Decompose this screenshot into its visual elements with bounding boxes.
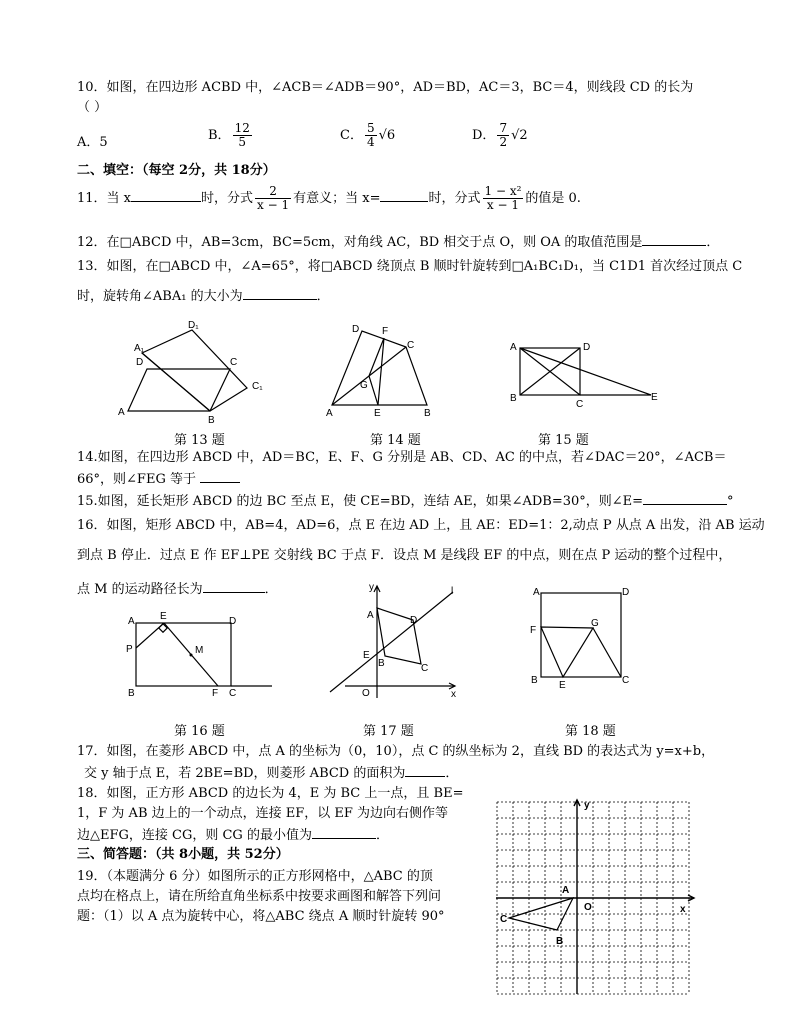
fig15-label-c: C xyxy=(576,399,584,410)
q18-line1: 18．如图，正方形 ABCD 的边长为 4，E 为 BC 上一点，且 BE= xyxy=(77,786,464,801)
fig16-label-b: B xyxy=(128,688,135,699)
fig19-label-b: B xyxy=(556,936,564,947)
fig15-label-e: E xyxy=(651,392,658,403)
q16-line2: 到点 B 停止．过点 E 作 EF⊥PE 交射线 BC 于点 F．设点 M 是线段 EF 的中点，则在点 P 运动的整个过程中， xyxy=(77,548,732,563)
fig13-label-c1: C₁ xyxy=(252,381,263,392)
fig13-diagonal xyxy=(142,353,210,411)
fig18-cg xyxy=(593,628,621,677)
q17-line2: 交 y 轴于点 E，若 2BE=BD，则菱形 ABCD 的面积为 ． xyxy=(84,766,459,781)
q10-option-d: D． $\frac{7}{2}$ √2 xyxy=(472,121,528,149)
fig14-label-d: D xyxy=(352,324,360,335)
q11: 11．当 x 时，分式 $\frac{2}{x - 1}$ 有意义；当 x= 时，分式 $\frac{\text{1 − x²}}{x - 1}$ 的值是 0. xyxy=(77,184,581,212)
q16-line3: 点 M 的运动路径长为 ． xyxy=(77,582,278,597)
fig18-label-g: G xyxy=(591,618,599,629)
fig14-label-e: E xyxy=(374,408,381,419)
q19-line1: 19．（本题满分 6 分）如图所示的正方形网格中，△ABC 的顶 xyxy=(77,869,433,884)
fig15-label-a: A xyxy=(510,342,517,353)
fig16-label-f: F xyxy=(212,688,219,699)
fig18-label-c: C xyxy=(622,675,630,686)
fig14-label-a: A xyxy=(326,408,333,419)
fig17-label-e: E xyxy=(363,650,370,661)
fig17-label-a: A xyxy=(367,610,374,621)
figure-13 xyxy=(112,315,282,427)
q13-line1: 13．如图，在□ABCD 中，∠A=65°，将□ABCD 绕顶点 B 顺时针旋转到□A₁BC₁D₁，当 C1D1 首次经过顶点 C xyxy=(77,259,743,274)
figure-16 xyxy=(122,608,282,700)
caption-17: 第 17 题 xyxy=(363,724,414,739)
fig18-label-a: A xyxy=(533,587,540,598)
q10-option-b: B． $\frac{12}{5}$ xyxy=(208,121,250,149)
fig19-label-x: x xyxy=(680,904,686,915)
q10-option-a: A．5 xyxy=(77,135,108,150)
fig14-label-g: G xyxy=(360,380,368,391)
q10-option-c: C． $\frac{5}{4}$ √6 xyxy=(340,121,396,149)
fig19-label-o: O xyxy=(584,902,592,913)
fig14-label-f: F xyxy=(382,326,389,337)
fig17-label-c: C xyxy=(421,663,429,674)
caption-16: 第 16 题 xyxy=(174,724,225,739)
fig17-line-l xyxy=(330,592,453,692)
fig13-parallelogram-abcd xyxy=(128,369,230,411)
fig19-label-y: y xyxy=(584,800,590,811)
fig17-label-b: B xyxy=(378,658,385,669)
q10-line2: （ ） xyxy=(77,100,108,115)
fig17-label-o: O xyxy=(362,688,370,699)
fig16-label-e: E xyxy=(160,611,167,622)
q18-line3: 边△EFG，连接 CG，则 CG 的最小值为 ． xyxy=(77,828,389,843)
fig15-ae xyxy=(520,348,651,395)
q18-line2: 1，F 为 AB 边上的一个动点，连接 EF，以 EF 为边向右侧作等 xyxy=(77,806,449,821)
section-2-heading: 二、填空：（每空 2分，共 18分） xyxy=(77,163,276,178)
fig15-label-b: B xyxy=(510,393,517,404)
fig14-label-b: B xyxy=(424,408,431,419)
fig18-label-b: B xyxy=(531,675,538,686)
fig17-label-d: D xyxy=(410,615,418,626)
caption-18: 第 18 题 xyxy=(565,724,616,739)
fig16-label-c: C xyxy=(229,688,237,699)
q19-line2: 点均在格点上，请在所给直角坐标系中按要求画图和解答下列问 xyxy=(77,889,442,904)
fig13-parallelogram-a1bc1d1 xyxy=(142,330,247,411)
q16-line1: 16．如图，矩形 ABCD 中，AB=4，AD=6，点 E 在边 AD 上，且 AE：ED=1：2,动点 P 从点 A 出发，沿 AB 运动 xyxy=(77,518,765,533)
fig13-label-b: B xyxy=(208,415,215,426)
fig19-label-a: A xyxy=(562,885,570,896)
section-3-heading: 三、简答题：（共 8小题，共 52分） xyxy=(77,847,289,862)
fig18-square xyxy=(541,593,621,677)
q15: 15.如图，延长矩形 ABCD 的边 BC 至点 E，使 CE=BD，连结 AE，如果∠ADB=30°，则∠E= ° xyxy=(77,494,734,509)
fig17-label-l: l xyxy=(451,586,454,597)
q10-line1: 10．如图，在四边形 ACBD 中，∠ACB＝∠ADB＝90°，AD＝BD，AC＝3，BC＝4，则线段 CD 的长为 xyxy=(77,80,694,95)
caption-14: 第 14 题 xyxy=(370,433,421,448)
fig16-rectangle xyxy=(136,623,231,686)
fig18-label-d: D xyxy=(622,587,630,598)
figure-17 xyxy=(325,580,465,700)
fig16-label-m: M xyxy=(195,645,204,656)
figure-14 xyxy=(322,320,437,420)
fig13-label-c: C xyxy=(230,357,238,368)
fig18-label-e: E xyxy=(559,680,566,691)
caption-15: 第 15 题 xyxy=(538,433,589,448)
q19-line3: 题：（1）以 A 点为旋转中心，将△ABC 绕点 A 顺时针旋转 90° xyxy=(77,909,445,924)
figure-15 xyxy=(506,338,661,410)
fig16-label-a: A xyxy=(128,616,135,627)
fig17-label-x: x xyxy=(451,689,456,700)
figure-18 xyxy=(527,583,637,693)
fig17-label-y: y xyxy=(369,582,374,593)
fig14-label-c: C xyxy=(407,340,415,351)
q17-line1: 17．如图，在菱形 ABCD 中，点 A 的坐标为（0，10），点 C 的纵坐标为 2，直线 BD 的表达式为 y=x+b， xyxy=(77,744,715,759)
fig18-label-f: F xyxy=(530,625,537,636)
fig16-label-p: P xyxy=(126,644,133,655)
fig13-label-d1: D₁ xyxy=(188,320,199,331)
fig18-triangle-efg xyxy=(541,627,593,677)
q14-line2: 66°，则∠FEG 等于 xyxy=(77,470,240,488)
fig14-eg xyxy=(369,376,378,405)
figure-19-grid xyxy=(492,796,702,998)
fig16-point-m xyxy=(190,654,193,657)
caption-13: 第 13 题 xyxy=(174,433,225,448)
fig13-label-d: D xyxy=(136,357,144,368)
q14-line1: 14.如图，在四边形 ABCD 中，AD＝BC，E、F、G 分别是 AB、CD、AC 的中点，若∠DAC＝20°，∠ACB＝ xyxy=(77,450,727,465)
fig14-ef xyxy=(378,338,384,405)
fig13-label-a1: A₁ xyxy=(134,343,145,354)
fig15-label-d: D xyxy=(583,342,591,353)
q13-line2: 时，旋转角∠ABA₁ 的大小为 ． xyxy=(77,289,330,304)
fig16-label-d: D xyxy=(229,616,237,627)
fig13-label-a: A xyxy=(118,407,125,418)
fig19-label-c: C xyxy=(500,914,508,925)
q12: 12．在□ABCD 中，AB=3cm，BC=5cm，对角线 AC，BD 相交于点 O，则 OA 的取值范围是 ． xyxy=(77,235,720,250)
